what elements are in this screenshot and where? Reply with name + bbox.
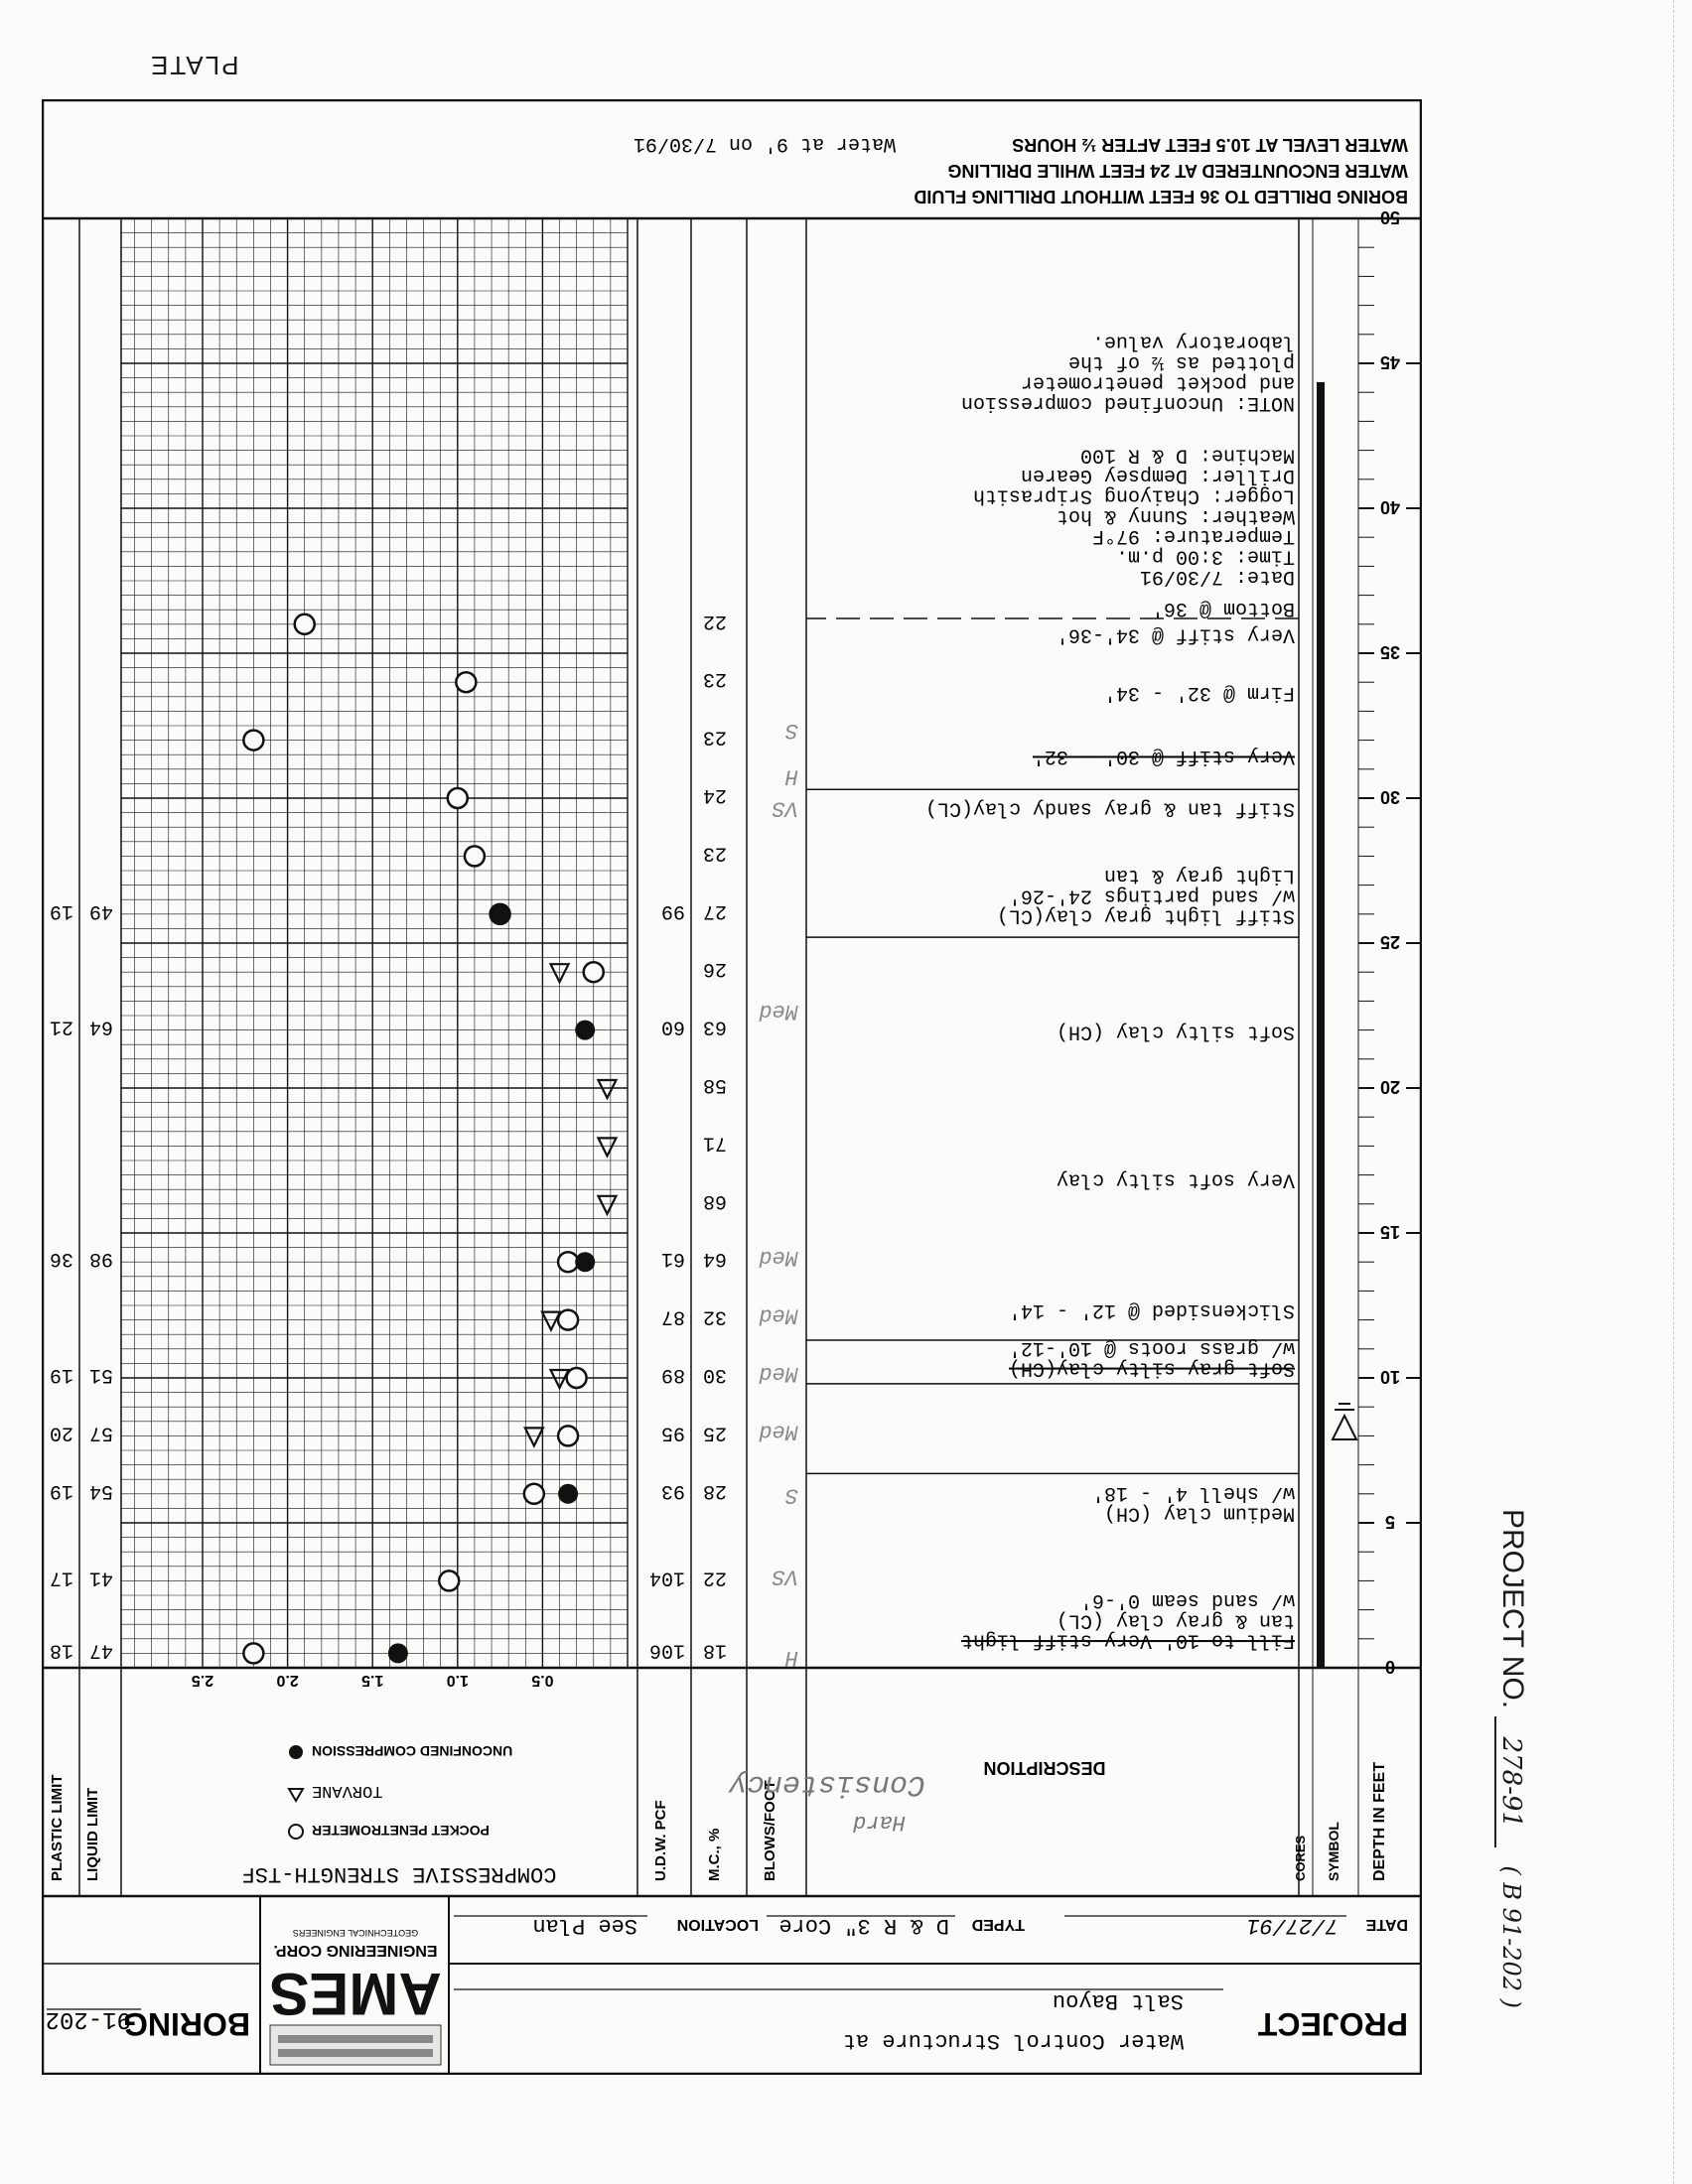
description-line-1: tan & gray clay (CL) xyxy=(1056,1608,1295,1632)
sample-pl-4: 19 xyxy=(49,1363,73,1386)
chart-legend xyxy=(289,1743,512,1839)
description-header: DESCRIPTION xyxy=(983,1758,1106,1778)
legend-unconfined: UNCONFINED COMPRESSION xyxy=(312,1743,513,1759)
date-value: 7/27/91 xyxy=(1246,1913,1339,1938)
description-line-17: Bottom @ 36' xyxy=(1151,597,1295,620)
symbol-header: SYMBOL xyxy=(1326,1822,1341,1881)
sample-pl-6: 36 xyxy=(49,1247,73,1271)
depth-tick-7: 35 xyxy=(1379,642,1401,662)
plastic-limit-header: PLASTIC LIMIT xyxy=(49,1774,66,1881)
sample-pl-3: 20 xyxy=(49,1421,73,1444)
legend-pocket: POCKET PENETROMETER xyxy=(312,1823,490,1839)
point-filled-circle-2 xyxy=(575,1252,595,1272)
description-line-27: plotted as ½ of the xyxy=(1067,350,1295,373)
description-line-5: Soft gray silty clay(CH) xyxy=(1008,1356,1295,1380)
hand-b5: S xyxy=(784,1482,798,1508)
hand-b22: Med xyxy=(759,999,798,1024)
depth-tick-2: 10 xyxy=(1379,1367,1401,1387)
sample-mc-14: 24 xyxy=(702,783,727,806)
sample-pl-2: 19 xyxy=(49,1478,73,1502)
description-line-4: w/ shell 4' - 18' xyxy=(1091,1480,1295,1504)
strength-axis-ticks xyxy=(192,1672,554,1689)
point-open-circle-6 xyxy=(558,1252,578,1272)
hand-b3: VS xyxy=(772,1564,798,1589)
boring-value: 91-202 xyxy=(45,2005,131,2032)
strength-title: COMPRESSIVE STRENGTH-TSF xyxy=(241,1861,557,1886)
point-open-circle-0 xyxy=(243,1643,263,1663)
sample-mc-2: 28 xyxy=(702,1478,727,1502)
cores-header: CORES xyxy=(1293,1835,1308,1881)
sample-mc-9: 58 xyxy=(702,1073,727,1096)
sample-ll-4: 51 xyxy=(88,1363,113,1386)
description-line-28: laboratory value. xyxy=(1091,330,1295,353)
sample-udw-0: 106 xyxy=(648,1638,685,1662)
point-open-circle-12 xyxy=(456,672,476,692)
sample-ll-1: 41 xyxy=(88,1566,113,1589)
sample-mc-8: 71 xyxy=(702,1131,727,1155)
sample-pl-0: 18 xyxy=(49,1638,73,1662)
footer-water-note: Water at 9' on 7/30/91 xyxy=(633,132,896,155)
company-line2: GEOTECHNICAL ENGINEERS xyxy=(292,1928,419,1938)
description-line-14: Very stiff @ 30' - 32' xyxy=(1032,745,1295,768)
description-line-6: w/ grass roots @ 10'-12' xyxy=(1008,1335,1295,1359)
point-filled-circle-3 xyxy=(575,1021,595,1040)
description-line-0: Fill to 10' Very stiff light xyxy=(960,1628,1295,1652)
date-label: DATE xyxy=(1365,1916,1408,1933)
description-line-26: and pocket penetrometer xyxy=(1020,370,1295,394)
sample-pl-1: 17 xyxy=(49,1566,73,1589)
hand-header1: Consistency xyxy=(728,1767,925,1801)
sample-mc-16: 23 xyxy=(702,667,727,691)
description-line-2: w/ sand seam 0'-6' xyxy=(1079,1587,1295,1611)
description-line-15: Firm @ 32' - 34' xyxy=(1103,680,1295,704)
sample-mc-3: 25 xyxy=(702,1421,727,1444)
description-line-12: Light gray & tan xyxy=(1103,863,1295,887)
location-value: See Plan xyxy=(532,1913,637,1938)
sample-mc-15: 23 xyxy=(702,725,727,749)
point-open-circle-7 xyxy=(584,962,604,982)
point-open-circle-2 xyxy=(524,1484,544,1504)
description-line-20: Temperature: 97°F xyxy=(1091,524,1295,548)
point-filled-circle-1 xyxy=(558,1484,578,1504)
strength-grid xyxy=(121,218,628,1668)
sample-mc-1: 22 xyxy=(702,1566,727,1589)
description-line-23: Driller: Dempsey Gearen xyxy=(1020,463,1295,486)
sample-udw-2: 93 xyxy=(660,1478,685,1502)
project-line2: Salt Bayou xyxy=(1052,1988,1184,2013)
point-open-circle-10 xyxy=(448,788,468,808)
description-line-24: Machine: D & R 100 xyxy=(1079,443,1295,467)
point-filled-circle-4 xyxy=(491,904,510,924)
project-no-label: PROJECT NO. xyxy=(1496,1509,1529,1709)
hand-b0: H xyxy=(784,1645,798,1671)
blows-header: BLOWS/FOOT xyxy=(762,1780,778,1881)
depth-tick-10: 50 xyxy=(1379,207,1401,227)
description-line-10: Stiff light gray clay(CL) xyxy=(996,903,1295,927)
blows-handwriting xyxy=(759,718,798,1670)
point-open-circle-5 xyxy=(558,1310,578,1330)
sample-ll-2: 54 xyxy=(88,1478,113,1502)
description-line-8: Very soft silty clay xyxy=(1056,1167,1295,1191)
point-open-circle-9 xyxy=(465,846,485,866)
point-open-circle-11 xyxy=(243,731,263,751)
sample-pl-12: 19 xyxy=(49,898,73,922)
hand-b13: Med xyxy=(759,1245,798,1271)
description-line-16: Very stiff @ 34'-36' xyxy=(1056,622,1295,646)
depth-header: DEPTH IN FEET xyxy=(1371,1761,1388,1881)
legend-unconfined-marker xyxy=(289,1745,303,1759)
description-line-21: Weather: Sunny & hot xyxy=(1056,503,1295,527)
sample-mc-5: 32 xyxy=(702,1304,727,1328)
depth-tick-1: 5 xyxy=(1384,1512,1396,1532)
mc-header: M.C., % xyxy=(706,1828,723,1881)
point-open-circle-13 xyxy=(295,614,315,634)
sample-mc-11: 26 xyxy=(702,957,727,981)
sample-mc-12: 27 xyxy=(702,898,727,922)
sample-udw-6: 61 xyxy=(660,1247,685,1271)
water-level-symbol xyxy=(1333,1404,1356,1439)
depth-tick-8: 40 xyxy=(1379,497,1401,517)
sample-udw-10: 60 xyxy=(660,1015,685,1038)
depth-tick-5: 25 xyxy=(1379,932,1401,952)
hand-header2: Hard xyxy=(853,1810,906,1835)
description-text xyxy=(925,331,1295,1652)
sample-ll-3: 57 xyxy=(88,1421,113,1444)
company-line1: ENGINEERING CORP. xyxy=(273,1942,438,1959)
depth-tick-6: 30 xyxy=(1379,787,1401,807)
description-line-25: NOTE: Unconfined compression xyxy=(960,390,1295,414)
description-line-3: Medium clay (CH) xyxy=(1103,1501,1295,1525)
location-label: LOCATION xyxy=(676,1916,759,1933)
hand-b7: Med xyxy=(759,1419,798,1444)
strength-tick-2: 1.5 xyxy=(361,1672,384,1689)
sample-ll-10: 64 xyxy=(88,1015,113,1038)
sample-udw-4: 89 xyxy=(660,1363,685,1386)
typed-label: TYPED xyxy=(971,1916,1025,1933)
description-line-13: Stiff tan & gray sandy clay(CL) xyxy=(924,796,1295,820)
legend-torvane: TORVANE xyxy=(312,1781,383,1800)
strength-points xyxy=(243,614,616,1664)
strength-tick-3: 2.0 xyxy=(276,1672,299,1689)
sample-mc-17: 22 xyxy=(702,609,727,632)
sample-udw-12: 99 xyxy=(660,898,685,922)
footer-line2: WATER ENCOUNTERED AT 24 FEET WHILE DRILLING xyxy=(947,161,1408,181)
sample-mc-13: 23 xyxy=(702,841,727,865)
depth-tick-4: 20 xyxy=(1379,1077,1401,1097)
sample-mc-7: 68 xyxy=(702,1188,727,1212)
footer-line1: BORING DRILLED TO 36 FEET WITHOUT DRILLING FLUID xyxy=(914,187,1408,206)
legend-pocket-marker xyxy=(289,1825,303,1839)
project-number-label xyxy=(1495,1509,1529,2008)
point-filled-circle-0 xyxy=(388,1643,408,1663)
sample-ll-12: 49 xyxy=(88,898,113,922)
point-triangle-4 xyxy=(598,1138,616,1156)
typed-value: D & R 3" Core xyxy=(778,1913,949,1938)
point-triangle-0 xyxy=(525,1428,543,1445)
sample-mc-4: 30 xyxy=(702,1363,727,1386)
point-open-circle-4 xyxy=(567,1368,587,1388)
point-open-circle-3 xyxy=(558,1426,578,1445)
company-name: AMES xyxy=(269,1961,442,2027)
footer-line3: WATER LEVEL AT 10.5 FEET AFTER ½ HOURS xyxy=(1012,135,1408,155)
company-logo xyxy=(269,1928,441,2065)
point-triangle-3 xyxy=(598,1196,616,1214)
hand-b30: H xyxy=(784,763,798,789)
description-line-7: Slickensided @ 12' - 14' xyxy=(1008,1297,1295,1321)
strength-tick-0: 0.5 xyxy=(531,1672,554,1689)
strength-tick-4: 2.5 xyxy=(191,1672,214,1689)
sample-values xyxy=(50,610,727,1662)
point-triangle-5 xyxy=(598,1080,616,1098)
sample-mc-10: 63 xyxy=(702,1015,727,1038)
sample-mc-6: 64 xyxy=(702,1247,727,1271)
legend-torvane-marker xyxy=(289,1789,303,1801)
description-line-9: Soft silty clay (CH) xyxy=(1056,1020,1295,1043)
plate-label: PLATE xyxy=(149,51,239,80)
sample-mc-0: 18 xyxy=(702,1638,727,1662)
sample-pl-10: 21 xyxy=(49,1015,73,1038)
boring-label: BORING xyxy=(123,2006,250,2042)
project-no-value: 278-91 xyxy=(1494,1716,1526,1847)
description-line-19: Time: 3:00 p.m. xyxy=(1115,544,1295,568)
project-line1: Water Control Structure at xyxy=(842,2028,1184,2053)
strength-tick-1: 1.0 xyxy=(446,1672,469,1689)
sample-udw-3: 95 xyxy=(660,1421,685,1444)
boring-log-svg xyxy=(42,99,1422,2075)
depth-tick-9: 45 xyxy=(1379,352,1401,372)
hand-b9: Med xyxy=(759,1361,798,1386)
depth-tick-3: 15 xyxy=(1379,1222,1401,1242)
hand-b11: Med xyxy=(759,1302,798,1328)
depth-tick-0: 0 xyxy=(1384,1657,1396,1677)
description-line-18: Date: 7/30/91 xyxy=(1139,565,1295,589)
sample-udw-1: 104 xyxy=(648,1566,685,1589)
point-open-circle-1 xyxy=(439,1570,459,1590)
description-line-22: Logger: Chaiyong Sriprasith xyxy=(972,483,1295,507)
sample-ll-6: 98 xyxy=(88,1247,113,1271)
description-line-11: w/ sand partings 24'-26' xyxy=(1008,884,1295,907)
udw-header: U.D.W. PCF xyxy=(652,1800,669,1881)
hand-b32: S xyxy=(784,717,798,743)
symbol-bar xyxy=(1317,382,1325,1668)
liquid-limit-header: LIQUID LIMIT xyxy=(84,1787,101,1881)
page-edge xyxy=(1673,0,1675,2184)
depth-axis xyxy=(1358,207,1420,1677)
sample-udw-5: 87 xyxy=(660,1304,685,1328)
project-label: PROJECT xyxy=(1257,2006,1408,2042)
hand-b28: VS xyxy=(772,795,798,821)
boring-log-form xyxy=(42,99,1422,2075)
boring-ref: ( B 91-202 ) xyxy=(1497,1865,1525,2009)
sample-ll-0: 47 xyxy=(88,1638,113,1662)
